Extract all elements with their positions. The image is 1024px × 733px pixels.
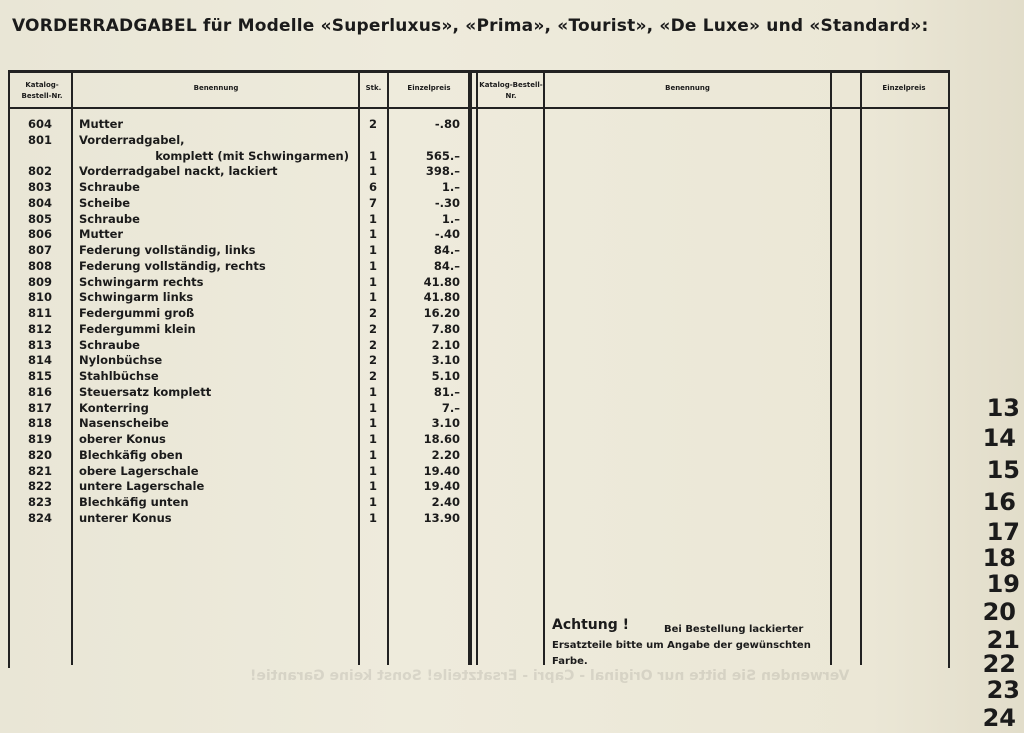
table-row (0, 400, 470, 416)
part-name-text: Nylonbüchse (79, 353, 163, 368)
part-name (79, 352, 357, 368)
quantity: 1 (368, 416, 377, 431)
unit-price: 7.80 (431, 321, 460, 336)
unit-price: -.30 (434, 195, 460, 210)
page-title: VORDERRADGABEL für Modelle «Superluxus», «Prima», «Tourist», «De Luxe» und «Standard»: (12, 16, 929, 36)
part-name (79, 195, 357, 211)
catalog-number: 816 (27, 384, 52, 399)
note-text (552, 622, 824, 670)
part-name (79, 305, 357, 321)
part-name (79, 258, 357, 274)
part-name-text: Blechkäfig oben (79, 447, 183, 462)
unit-price: 3.10 (431, 416, 460, 431)
quantity: 1 (368, 400, 377, 415)
part-name (79, 148, 357, 164)
table-row (0, 510, 470, 526)
thumb-tab-13[interactable]: 13 (986, 394, 1020, 422)
unit-price: 19.40 (423, 479, 460, 494)
catalog-number: 801 (27, 132, 52, 147)
catalog-number: 807 (27, 243, 52, 257)
part-name (79, 415, 357, 431)
part-name-text: Mutter (79, 227, 124, 242)
note-title: Achtung ! (552, 617, 630, 633)
catalog-number: 805 (27, 211, 52, 226)
table-row (0, 368, 470, 384)
unit-price: 1.– (441, 211, 460, 226)
quantity: 1 (368, 447, 377, 462)
catalog-number: 824 (27, 510, 52, 525)
quantity: 1 (368, 384, 377, 399)
table-row (0, 116, 470, 132)
part-name (79, 447, 357, 463)
part-name (79, 494, 357, 510)
header-katalog-right: Katalog-Bestell-Nr. (479, 81, 543, 100)
quantity: 6 (368, 180, 377, 194)
table-row (0, 463, 470, 479)
catalog-number: 803 (27, 180, 52, 194)
catalog-number: 804 (27, 195, 52, 210)
unit-price: 81.– (433, 384, 460, 399)
part-name (79, 510, 357, 526)
table-row (0, 478, 470, 494)
table-row (0, 289, 470, 305)
table-row (0, 352, 470, 368)
unit-price: 84.– (433, 258, 460, 273)
table-row (0, 384, 470, 400)
part-name (79, 226, 357, 242)
unit-price: 5.10 (431, 369, 460, 383)
part-name (79, 337, 357, 353)
part-name-text: Schraube (79, 337, 140, 352)
part-name-text: Blechkäfig unten (79, 495, 189, 509)
unit-price: 16.20 (423, 306, 460, 320)
thumb-tab-17[interactable]: 17 (986, 518, 1020, 546)
catalog-number: 817 (27, 400, 52, 415)
part-name-text: Nasenscheibe (79, 416, 169, 431)
unit-price: 2.10 (431, 337, 460, 352)
quantity: 1 (368, 211, 377, 226)
table-row (0, 447, 470, 463)
table-row (0, 305, 470, 321)
quantity: 1 (368, 479, 377, 494)
table-row (0, 132, 470, 148)
catalog-number: 813 (27, 337, 52, 352)
part-name (79, 163, 357, 179)
quantity: 1 (368, 432, 377, 446)
thumb-tab-18[interactable]: 18 (982, 544, 1016, 572)
part-name (79, 384, 357, 400)
catalog-number: 815 (27, 369, 52, 383)
table-row (0, 195, 470, 211)
catalog-number: 823 (27, 495, 52, 509)
part-name-text: Federung vollständig, rechts (79, 258, 266, 273)
unit-price: 1.– (441, 180, 460, 194)
catalog-number: 821 (27, 463, 52, 478)
part-name-text: Federgummi klein (79, 321, 196, 336)
part-name-text: untere Lagerschale (79, 479, 205, 494)
quantity: 1 (368, 148, 377, 163)
unit-price: 41.80 (423, 274, 460, 289)
header-einzelpreis-right: Einzelpreis (882, 84, 926, 92)
table-row (0, 337, 470, 353)
part-name (79, 463, 357, 479)
part-name (79, 116, 357, 132)
thumb-tab-22[interactable]: 22 (982, 650, 1016, 678)
part-name-text: Vorderradgabel nackt, lackiert (79, 164, 278, 179)
part-name (79, 179, 357, 195)
thumb-tab-24[interactable]: 24 (982, 704, 1016, 732)
table-row (0, 242, 470, 258)
table-row (0, 226, 470, 242)
unit-price: 3.10 (431, 353, 460, 368)
table-row (0, 274, 470, 290)
part-name-text: Konterring (79, 400, 149, 415)
unit-price: 2.40 (431, 495, 460, 509)
part-name (79, 242, 357, 258)
header-benennung-left: Benennung (193, 84, 239, 92)
unit-price: 2.20 (431, 447, 460, 462)
thumb-tab-14[interactable]: 14 (982, 424, 1016, 452)
part-name-text: oberer Konus (79, 432, 166, 446)
thumb-tab-20[interactable]: 20 (982, 598, 1016, 626)
quantity: 2 (368, 337, 377, 352)
part-name (79, 274, 357, 290)
thumb-tab-19[interactable]: 19 (986, 570, 1020, 598)
unit-price: 84.– (433, 243, 460, 257)
quantity: 2 (368, 321, 377, 336)
thumb-tab-15[interactable]: 15 (986, 456, 1020, 484)
catalog-number: 810 (27, 290, 52, 305)
unit-price: 19.40 (423, 463, 460, 478)
quantity: 1 (368, 164, 377, 179)
note-body: Bei Bestellung lackierter Ersatzteile bitte um Angabe der gewünschten Farbe. (552, 624, 811, 667)
quantity: 2 (368, 353, 377, 368)
col-rule (476, 70, 478, 665)
catalog-number: 604 (27, 117, 52, 131)
catalog-number: 814 (27, 353, 52, 368)
col-rule (860, 70, 862, 665)
part-name-text: komplett (mit Schwingarmen) (155, 148, 349, 163)
table-row (0, 258, 470, 274)
quantity: 1 (368, 243, 377, 257)
part-name-text: Schraube (79, 180, 140, 194)
catalog-number: 819 (27, 432, 52, 446)
part-name (79, 431, 357, 447)
part-name-text: Vorderradgabel, (79, 132, 185, 147)
table-row (0, 148, 470, 164)
header-einzelpreis-left: Einzelpreis (407, 84, 451, 92)
part-name-text: Federgummi groß (79, 306, 195, 320)
unit-price: 18.60 (423, 432, 460, 446)
unit-price: 41.80 (423, 290, 460, 305)
quantity: 1 (368, 258, 377, 273)
catalog-number: 812 (27, 321, 52, 336)
header-stk: Stk. (365, 84, 382, 92)
quantity: 1 (368, 227, 377, 242)
catalog-number: 818 (27, 416, 52, 431)
part-name-text: Schwingarm rechts (79, 274, 204, 289)
header-rule (8, 107, 948, 109)
table-row (0, 494, 470, 510)
table-row (0, 321, 470, 337)
quantity: 1 (368, 290, 377, 305)
unit-price: 398.– (425, 164, 460, 179)
part-name-text: unterer Konus (79, 510, 172, 525)
part-name-text: Mutter (79, 117, 124, 131)
catalog-number: 809 (27, 274, 52, 289)
quantity: 1 (368, 510, 377, 525)
part-name-text: Steuersatz komplett (79, 384, 212, 399)
table-row (0, 415, 470, 431)
col-rule (830, 70, 832, 665)
table-row (0, 163, 470, 179)
catalog-number: 811 (27, 306, 52, 320)
unit-price: 565.– (425, 148, 460, 163)
quantity: 1 (368, 495, 377, 509)
unit-price: 13.90 (423, 510, 460, 525)
part-name (79, 478, 357, 494)
catalog-number: 806 (27, 227, 52, 242)
part-name (79, 400, 357, 416)
table-row (0, 211, 470, 227)
part-name (79, 211, 357, 227)
header-benennung-right: Benennung (665, 84, 710, 92)
thumb-tab-16[interactable]: 16 (982, 488, 1016, 516)
thumb-tab-21[interactable]: 21 (986, 626, 1020, 654)
catalog-number: 808 (27, 258, 52, 273)
part-name-text: Schraube (79, 211, 140, 226)
catalog-number: 820 (27, 447, 52, 462)
part-name (79, 289, 357, 305)
quantity: 1 (368, 274, 377, 289)
catalog-number: 822 (27, 479, 52, 494)
part-name-text: Federung vollständig, links (79, 243, 256, 257)
part-name (79, 368, 357, 384)
table-row (0, 431, 470, 447)
part-name-text: obere Lagerschale (79, 463, 199, 478)
quantity: 2 (368, 306, 377, 320)
part-name-text: Schwingarm links (79, 290, 194, 305)
part-name (79, 321, 357, 337)
part-name (79, 132, 357, 148)
catalog-number: 802 (27, 164, 52, 179)
unit-price: -.80 (434, 117, 460, 131)
quantity: 7 (368, 195, 377, 210)
header-katalog-left: Katalog-Bestell-Nr. (21, 81, 63, 100)
part-name-text: Stahlbüchse (79, 369, 159, 383)
unit-price: 7.– (441, 400, 460, 415)
quantity: 2 (368, 369, 377, 383)
part-name-text: Scheibe (79, 195, 131, 210)
col-rule (543, 70, 545, 665)
quantity: 2 (368, 117, 377, 131)
thumb-tab-23[interactable]: 23 (986, 676, 1020, 704)
quantity: 1 (368, 463, 377, 478)
show-through-text: Verwenden Sie bitte nur Original - Capri - Ersatzteile! Sonst keine Garantie! (250, 668, 850, 684)
unit-price: -.40 (434, 227, 460, 242)
table-row (0, 179, 470, 195)
